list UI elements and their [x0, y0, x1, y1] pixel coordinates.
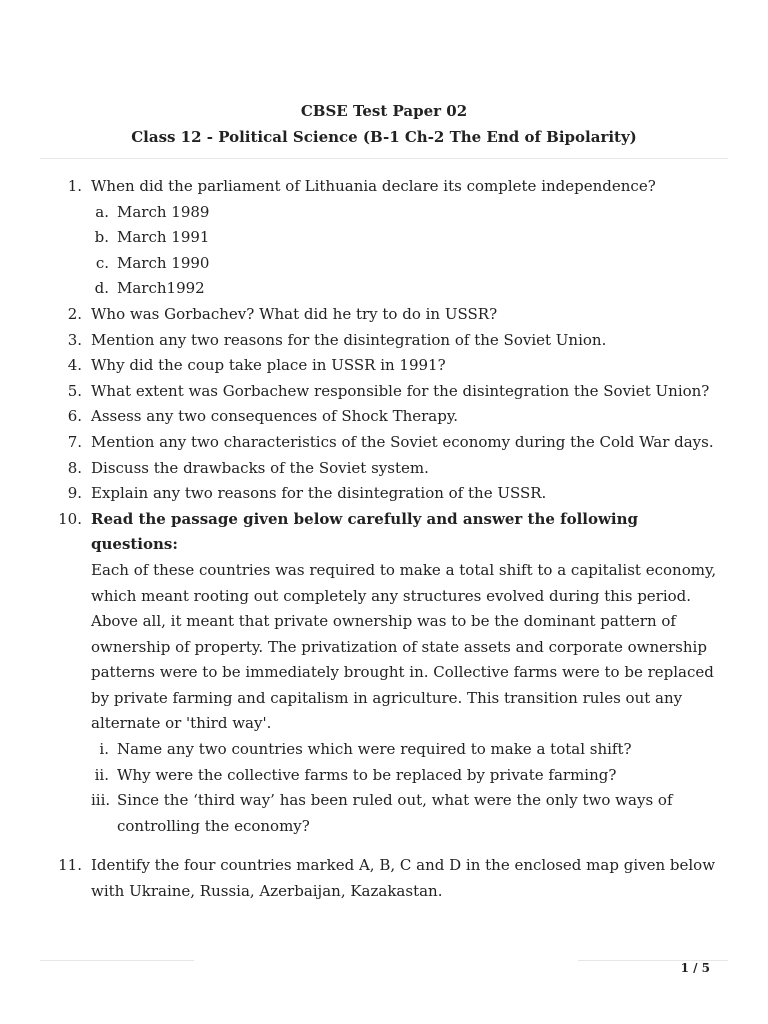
question-text: Read the passage given below carefully and answer the following questions: [91, 509, 638, 554]
question-2 [40, 302, 728, 328]
subquestion-i [91, 737, 728, 763]
subquestion-iii [91, 788, 728, 839]
question-7 [40, 430, 728, 456]
subquestion-ii [91, 763, 728, 789]
passage-text: Each of these countries was required to make a total shift to a capitalist economy, which meant rooting out completely any structures evolved during this period. Above all, it meant that private ownership was to be the dominant pattern of ownership of property. The privatization of state assets and corporate ownership patterns were to be immediately brought in. Collective farms were to be replaced by private farming and capitalism in agriculture. This transition rules out any alternate or 'third way'. [91, 560, 717, 733]
option-label: a. [95, 202, 109, 221]
question-text: Discuss the drawbacks of the Soviet system. [91, 458, 429, 477]
question-number: 10. [58, 509, 82, 528]
question-9 [40, 481, 728, 507]
question-text: Mention any two reasons for the disintegration of the Soviet Union. [91, 330, 607, 349]
question-number: 9. [67, 484, 82, 503]
option-label: b. [94, 228, 109, 247]
question-3 [40, 328, 728, 354]
question-number: 4. [67, 356, 82, 375]
option-a [91, 200, 728, 226]
question-1 [40, 174, 728, 302]
question-number: 3. [67, 330, 82, 349]
question-text: What extent was Gorbachew responsible for the disintegration the Soviet Union? [91, 381, 710, 400]
subquestion-label: iii. [91, 791, 111, 810]
question-list [40, 174, 728, 905]
option-label: d. [94, 279, 109, 298]
footer-divider-left [40, 960, 194, 961]
option-text: March 1990 [117, 253, 210, 272]
question-8 [40, 456, 728, 482]
option-d [91, 276, 728, 302]
question-6 [40, 404, 728, 430]
question-4 [40, 353, 728, 379]
spacer [40, 839, 728, 853]
question-text: Mention any two characteristics of the Soviet economy during the Cold War days. [91, 432, 714, 451]
question-text: Who was Gorbachev? What did he try to do in USSR? [91, 304, 498, 323]
question-11 [40, 853, 728, 904]
question-number: 11. [58, 856, 82, 875]
paper-title: CBSE Test Paper 02 [300, 102, 468, 120]
question-text: Why did the coup take place in USSR in 1991? [91, 356, 446, 375]
subquestion-text: Why were the collective farms to be replaced by private farming? [117, 765, 617, 784]
option-label: c. [95, 253, 109, 272]
option-c [91, 251, 728, 277]
question-number: 5. [67, 381, 82, 400]
question-number: 1. [67, 177, 82, 195]
subquestion-label: i. [99, 740, 109, 759]
question-number: 2. [67, 304, 82, 323]
header-divider [40, 158, 728, 159]
option-text: March1992 [117, 279, 205, 298]
question-text: Identify the four countries marked A, B, C and D in the enclosed map given below with Ukraine, Russia, Azerbaijan, Kazakastan. [91, 856, 716, 901]
question-10 [40, 507, 728, 840]
page-number: 1 / 5 [680, 961, 710, 975]
question-text: Assess any two consequences of Shock Therapy. [91, 407, 459, 426]
option-b [91, 225, 728, 251]
subquestion-label: ii. [94, 765, 109, 784]
question-text: Explain any two reasons for the disintegration of the USSR. [91, 484, 547, 503]
subquestion-text: Name any two countries which were required to make a total shift? [117, 740, 632, 759]
paper-subtitle: Class 12 - Political Science (B-1 Ch-2 The End of Bipolarity) [131, 128, 637, 146]
option-text: March 1991 [117, 228, 210, 247]
question-number: 8. [67, 458, 82, 477]
question-text: When did the parliament of Lithuania declare its complete independence? [91, 177, 656, 195]
question-5 [40, 379, 728, 405]
question-number: 6. [67, 407, 82, 426]
question-number: 7. [67, 432, 82, 451]
subquestion-text: Since the ‘third way’ has been ruled out, what were the only two ways of controlling the economy? [117, 791, 673, 835]
option-text: March 1989 [117, 202, 210, 221]
